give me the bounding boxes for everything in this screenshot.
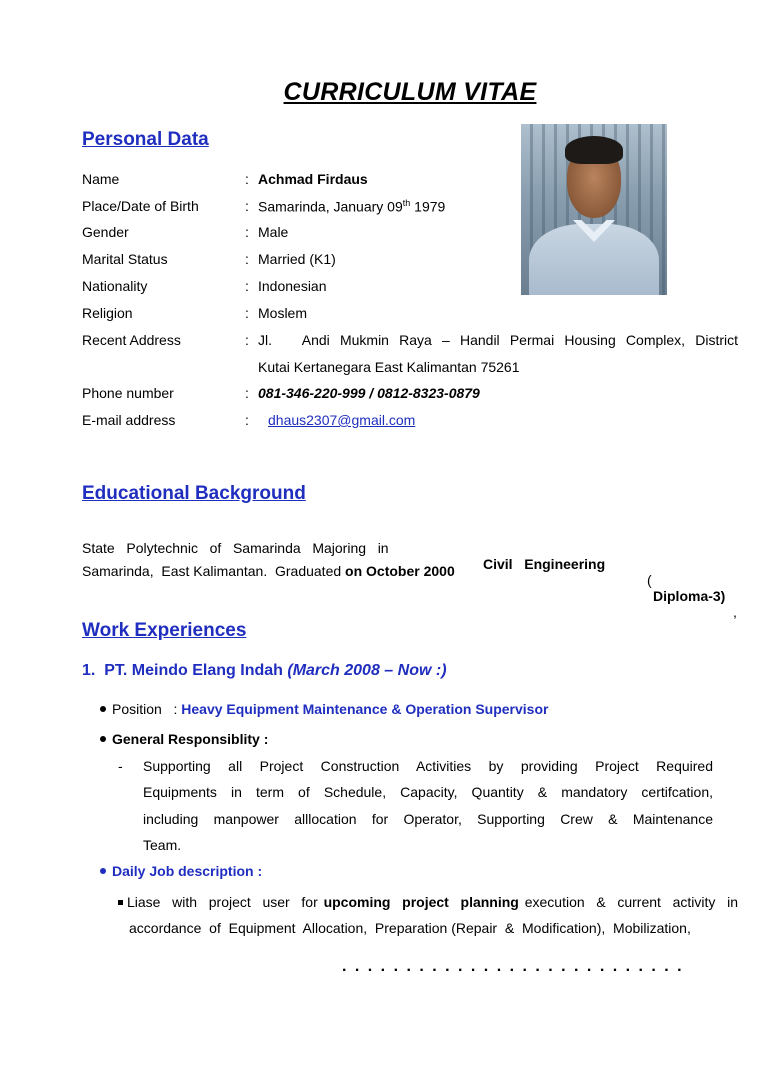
- general-line-2: Equipments in term of Schedule, Capacity, Quantity & mandatory certifcation,: [143, 784, 713, 800]
- colon: :: [245, 171, 249, 187]
- colon: :: [245, 305, 249, 321]
- daily-line-1: [118, 894, 738, 910]
- continuation-dots: . . . . . . . . . . . . . . . . . . . . . . . . . . .: [342, 958, 684, 975]
- colon: :: [245, 251, 249, 267]
- daily-line-2: accordance of Equipment Allocation, Preparation (Repair & Modification), Mobilization,: [129, 920, 691, 936]
- general-responsibility-label: General Responsiblity :: [112, 731, 269, 747]
- education-paren: (: [647, 572, 652, 588]
- education-major: Civil Engineering: [483, 556, 606, 572]
- nationality-value: Indonesian: [258, 278, 327, 294]
- general-line-1: Supporting all Project Construction Activities by providing Project Required: [143, 758, 713, 774]
- daily-job-item: [100, 863, 262, 879]
- education-comma: ,: [733, 604, 737, 620]
- name-value: Achmad Firdaus: [258, 171, 368, 187]
- marital-value: Married (K1): [258, 251, 336, 267]
- birth-value-date: Samarinda, January 09: [258, 198, 403, 215]
- address-line-2: Kutai Kertanegara East Kalimantan 75261: [258, 359, 520, 375]
- job-company: 1. PT. Meindo Elang Indah: [82, 662, 288, 679]
- name-label: Name: [82, 171, 120, 187]
- bullet-icon: [100, 868, 106, 874]
- daily-text-1: Liase with project user for: [127, 894, 324, 910]
- photo-hair: [565, 136, 623, 164]
- page-title: CURRICULUM VITAE: [283, 78, 537, 106]
- section-heading-personal: Personal Data: [82, 129, 209, 150]
- dash-marker: -: [118, 758, 123, 774]
- daily-job-label: Daily Job description :: [112, 863, 263, 879]
- colon: :: [245, 278, 249, 294]
- colon: :: [245, 385, 249, 401]
- gender-value: Male: [258, 224, 289, 240]
- education-degree: Diploma-3): [653, 588, 726, 604]
- email-link[interactable]: dhaus2307@gmail.com: [268, 412, 416, 428]
- daily-highlight: upcoming project planning: [323, 894, 519, 910]
- section-heading-work: Work Experiences: [82, 620, 247, 641]
- general-responsibility-item: [100, 731, 268, 747]
- square-bullet-icon: [118, 900, 123, 905]
- job-period: (March 2008 – Now :): [287, 662, 447, 679]
- birth-label: Place/Date of Birth: [82, 198, 199, 214]
- bullet-icon: [100, 706, 106, 712]
- birth-value: [258, 198, 445, 215]
- religion-label: Religion: [82, 305, 133, 321]
- gender-label: Gender: [82, 224, 129, 240]
- phone-label: Phone number: [82, 385, 174, 401]
- general-line-3: including manpower alllocation for Operator, Supporting Crew & Maintenance: [143, 811, 713, 827]
- marital-label: Marital Status: [82, 251, 168, 267]
- position-value: Heavy Equipment Maintenance & Operation Supervisor: [181, 701, 549, 717]
- profile-photo: [521, 124, 667, 295]
- section-heading-education: Educational Background: [82, 483, 306, 504]
- email-label: E-mail address: [82, 412, 176, 428]
- birth-value-year: 1979: [410, 198, 446, 215]
- phone-value: 081-346-220-999 / 0812-8323-0879: [258, 385, 480, 401]
- position-item: [100, 701, 548, 717]
- colon: :: [245, 332, 249, 348]
- job-title: [82, 662, 447, 680]
- colon: :: [245, 198, 249, 214]
- colon: :: [245, 412, 249, 428]
- address-label: Recent Address: [82, 332, 181, 348]
- education-line-2: [82, 563, 455, 579]
- education-place: Samarinda, East Kalimantan. Graduated: [82, 563, 346, 579]
- address-line-1: Jl. Andi Mukmin Raya – Handil Permai Housing Complex, District: [258, 332, 738, 348]
- daily-text-2: execution & current activity in: [518, 894, 738, 910]
- nationality-label: Nationality: [82, 278, 148, 294]
- religion-value: Moslem: [258, 305, 308, 321]
- bullet-icon: [100, 736, 106, 742]
- birth-value-ordinal: th: [402, 198, 411, 208]
- colon: :: [245, 224, 249, 240]
- general-line-4: Team.: [143, 837, 182, 853]
- education-graduation-date: on October 2000: [345, 563, 455, 579]
- education-text-1: State Polytechnic of Samarinda Majoring in: [82, 540, 389, 556]
- position-label: Position :: [112, 701, 182, 717]
